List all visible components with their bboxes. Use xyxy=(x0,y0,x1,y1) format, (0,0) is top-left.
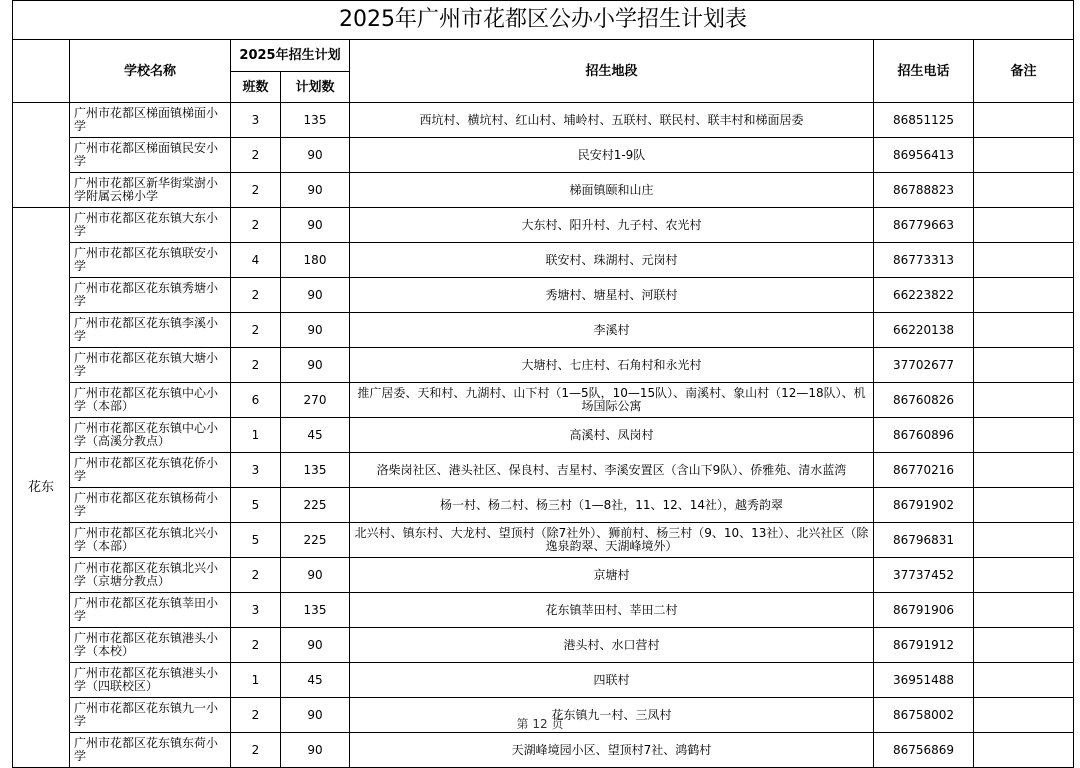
area-cell: 西坑村、横坑村、红山村、埔岭村、五联村、联民村、联丰村和梯面居委 xyxy=(350,103,874,138)
note-cell xyxy=(974,488,1074,523)
area-cell: 高溪村、凤岗村 xyxy=(350,418,874,453)
header-plan-count: 计划数 xyxy=(281,72,350,103)
note-cell xyxy=(974,418,1074,453)
note-cell xyxy=(974,593,1074,628)
classes-cell: 3 xyxy=(231,103,281,138)
classes-cell: 4 xyxy=(231,243,281,278)
table-row xyxy=(13,733,1074,768)
school-name-cell: 广州市花都区梯面镇民安小学 xyxy=(70,138,231,173)
phone-cell: 86956413 xyxy=(874,138,974,173)
phone-cell: 86756869 xyxy=(874,733,974,768)
area-cell: 推广居委、天和村、九湖村、山下村（1—5队，10—15队）、南溪村、象山村（12—18队）、机场国际公寓 xyxy=(350,383,874,418)
school-name-cell: 广州市花都区花东镇九一小学 xyxy=(70,698,231,733)
note-cell xyxy=(974,628,1074,663)
phone-cell: 86770216 xyxy=(874,453,974,488)
area-cell: 京塘村 xyxy=(350,558,874,593)
school-name-cell: 广州市花都区花东镇中心小学（本部） xyxy=(70,383,231,418)
district-cell-blank xyxy=(13,103,70,208)
plan-count-cell: 90 xyxy=(281,313,350,348)
area-cell: 李溪村 xyxy=(350,313,874,348)
table-row xyxy=(13,138,1074,173)
phone-cell: 86773313 xyxy=(874,243,974,278)
area-cell: 洛柴岗社区、港头社区、保良村、吉星村、李溪安置区（含山下9队）、侨雅苑、清水蓝湾 xyxy=(350,453,874,488)
plan-count-cell: 90 xyxy=(281,698,350,733)
phone-cell: 86791906 xyxy=(874,593,974,628)
school-name-cell: 广州市花都区梯面镇梯面小学 xyxy=(70,103,231,138)
phone-cell: 37737452 xyxy=(874,558,974,593)
table-row xyxy=(13,243,1074,278)
table-row xyxy=(13,383,1074,418)
area-cell: 花东镇莘田村、莘田二村 xyxy=(350,593,874,628)
area-cell: 北兴村、镇东村、大龙村、望顶村（除7社外）、狮前村、杨三村（9、10、13社）、北兴社区（除逸泉韵翠、天湖峰境外） xyxy=(350,523,874,558)
area-cell: 联安村、珠湖村、元岗村 xyxy=(350,243,874,278)
note-cell xyxy=(974,383,1074,418)
table-row xyxy=(13,278,1074,313)
phone-cell: 86788823 xyxy=(874,173,974,208)
header-school: 学校名称 xyxy=(70,40,231,103)
table-row xyxy=(13,173,1074,208)
table-row xyxy=(13,313,1074,348)
school-name-cell: 广州市花都区花东镇杨荷小学 xyxy=(70,488,231,523)
phone-cell: 36951488 xyxy=(874,663,974,698)
note-cell xyxy=(974,208,1074,243)
table-row xyxy=(13,663,1074,698)
table-row xyxy=(13,348,1074,383)
phone-cell: 86851125 xyxy=(874,103,974,138)
classes-cell: 5 xyxy=(231,488,281,523)
phone-cell: 86760826 xyxy=(874,383,974,418)
note-cell xyxy=(974,103,1074,138)
classes-cell: 2 xyxy=(231,208,281,243)
school-name-cell: 广州市花都区花东镇北兴小学（京塘分教点） xyxy=(70,558,231,593)
note-cell xyxy=(974,173,1074,208)
phone-cell: 86796831 xyxy=(874,523,974,558)
classes-cell: 3 xyxy=(231,593,281,628)
table-row xyxy=(13,558,1074,593)
area-cell: 港头村、水口营村 xyxy=(350,628,874,663)
area-cell: 天湖峰境园小区、望顶村7社、鸿鹤村 xyxy=(350,733,874,768)
phone-cell: 86760896 xyxy=(874,418,974,453)
plan-count-cell: 225 xyxy=(281,523,350,558)
school-name-cell: 广州市花都区花东镇大塘小学 xyxy=(70,348,231,383)
table-row xyxy=(13,593,1074,628)
table-row xyxy=(13,488,1074,523)
table-row xyxy=(13,103,1074,138)
plan-count-cell: 45 xyxy=(281,418,350,453)
school-name-cell: 广州市花都区花东镇李溪小学 xyxy=(70,313,231,348)
school-name-cell: 广州市花都区花东镇北兴小学（本部） xyxy=(70,523,231,558)
classes-cell: 2 xyxy=(231,558,281,593)
school-name-cell: 广州市花都区花东镇中心小学（高溪分教点） xyxy=(70,418,231,453)
header-plan-group: 2025年招生计划 xyxy=(231,40,350,72)
plan-count-cell: 90 xyxy=(281,138,350,173)
area-cell: 梯面镇颐和山庄 xyxy=(350,173,874,208)
plan-count-cell: 90 xyxy=(281,348,350,383)
table-row xyxy=(13,418,1074,453)
enrollment-table xyxy=(12,0,1074,768)
school-name-cell: 广州市花都区花东镇港头小学（本校） xyxy=(70,628,231,663)
note-cell xyxy=(974,453,1074,488)
phone-cell: 66220138 xyxy=(874,313,974,348)
classes-cell: 2 xyxy=(231,348,281,383)
table-row xyxy=(13,523,1074,558)
table-row xyxy=(13,628,1074,663)
note-cell xyxy=(974,348,1074,383)
phone-cell: 86779663 xyxy=(874,208,974,243)
school-name-cell: 广州市花都区新华街棠澍小学附属云梯小学 xyxy=(70,173,231,208)
school-name-cell: 广州市花都区花东镇秀塘小学 xyxy=(70,278,231,313)
plan-count-cell: 180 xyxy=(281,243,350,278)
plan-count-cell: 90 xyxy=(281,628,350,663)
classes-cell: 2 xyxy=(231,698,281,733)
phone-cell: 66223822 xyxy=(874,278,974,313)
plan-count-cell: 270 xyxy=(281,383,350,418)
note-cell xyxy=(974,663,1074,698)
school-name-cell: 广州市花都区花东镇莘田小学 xyxy=(70,593,231,628)
note-cell xyxy=(974,138,1074,173)
plan-count-cell: 90 xyxy=(281,733,350,768)
plan-count-cell: 135 xyxy=(281,453,350,488)
note-cell xyxy=(974,733,1074,768)
header-note: 备注 xyxy=(974,40,1074,103)
school-name-cell: 广州市花都区花东镇港头小学（四联校区） xyxy=(70,663,231,698)
classes-cell: 1 xyxy=(231,663,281,698)
area-cell: 民安村1-9队 xyxy=(350,138,874,173)
table-row xyxy=(13,208,1074,243)
area-cell: 花东镇九一村、三凤村 xyxy=(350,698,874,733)
header-classes: 班数 xyxy=(231,72,281,103)
classes-cell: 2 xyxy=(231,138,281,173)
classes-cell: 6 xyxy=(231,383,281,418)
plan-count-cell: 135 xyxy=(281,103,350,138)
page-number: 第 12 页 xyxy=(516,717,564,731)
note-cell xyxy=(974,243,1074,278)
school-name-cell: 广州市花都区花东镇联安小学 xyxy=(70,243,231,278)
school-name-cell: 广州市花都区花东镇大东小学 xyxy=(70,208,231,243)
header-area: 招生地段 xyxy=(350,40,874,103)
area-cell: 秀塘村、塘星村、河联村 xyxy=(350,278,874,313)
note-cell xyxy=(974,558,1074,593)
classes-cell: 1 xyxy=(231,418,281,453)
phone-cell: 37702677 xyxy=(874,348,974,383)
plan-count-cell: 90 xyxy=(281,208,350,243)
area-cell: 大东村、阳升村、九子村、农光村 xyxy=(350,208,874,243)
classes-cell: 3 xyxy=(231,453,281,488)
classes-cell: 5 xyxy=(231,523,281,558)
school-name-cell: 广州市花都区花东镇东荷小学 xyxy=(70,733,231,768)
header-blank xyxy=(13,40,70,103)
phone-cell: 86791912 xyxy=(874,628,974,663)
plan-count-cell: 90 xyxy=(281,558,350,593)
school-name-cell: 广州市花都区花东镇花侨小学 xyxy=(70,453,231,488)
note-cell xyxy=(974,523,1074,558)
phone-cell: 86791902 xyxy=(874,488,974,523)
phone-cell: 86758002 xyxy=(874,698,974,733)
district-cell: 花东 xyxy=(13,208,70,768)
plan-count-cell: 135 xyxy=(281,593,350,628)
plan-count-cell: 45 xyxy=(281,663,350,698)
page-title: 2025年广州市花都区公办小学招生计划表 xyxy=(13,1,1074,40)
note-cell xyxy=(974,313,1074,348)
area-cell: 杨一村、杨二村、杨三村（1—8社，11、12、14社），越秀韵翠 xyxy=(350,488,874,523)
classes-cell: 2 xyxy=(231,173,281,208)
plan-count-cell: 90 xyxy=(281,173,350,208)
classes-cell: 2 xyxy=(231,733,281,768)
table-row xyxy=(13,453,1074,488)
area-cell: 大塘村、七庄村、石角村和永光村 xyxy=(350,348,874,383)
note-cell xyxy=(974,278,1074,313)
area-cell: 四联村 xyxy=(350,663,874,698)
header-phone: 招生电话 xyxy=(874,40,974,103)
plan-count-cell: 90 xyxy=(281,278,350,313)
classes-cell: 2 xyxy=(231,628,281,663)
classes-cell: 2 xyxy=(231,278,281,313)
plan-count-cell: 225 xyxy=(281,488,350,523)
classes-cell: 2 xyxy=(231,313,281,348)
